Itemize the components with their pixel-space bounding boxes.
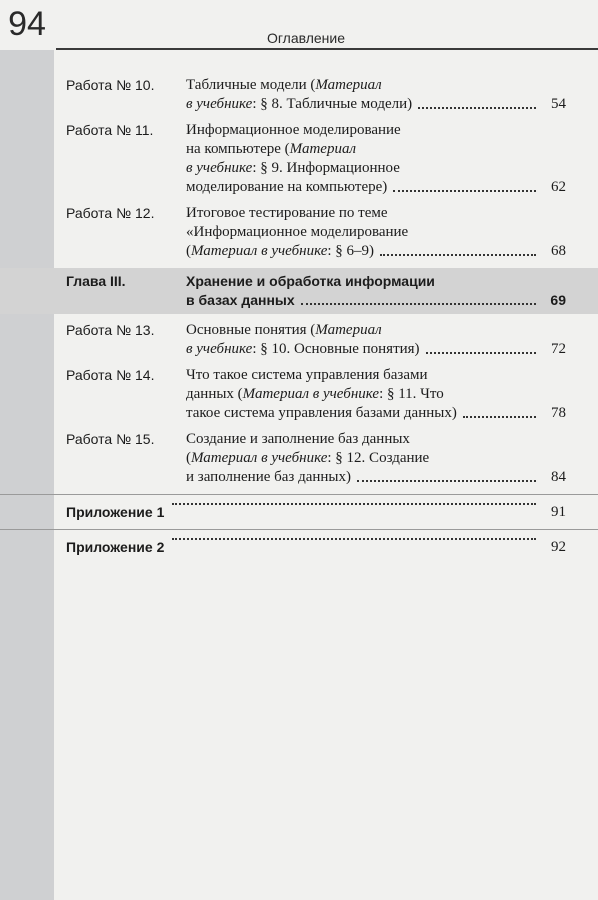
separator: [0, 529, 598, 530]
dot-leader: [393, 178, 536, 192]
appendix-page: 91: [551, 504, 566, 520]
entry-title-line: в учебнике: § 9. Информационное: [186, 160, 400, 176]
toc-entry: [66, 430, 566, 487]
entry-title-line: Хранение и обработка информации: [186, 273, 435, 289]
entry-title-line: моделирование на компьютере): [186, 179, 388, 195]
appendix-label: Приложение 2: [66, 539, 165, 555]
entry-title-line: Информационное моделирование: [186, 122, 401, 138]
dot-leader: [301, 291, 536, 305]
entry-title-line: и заполнение баз данных): [186, 469, 352, 485]
entry-title-line: данных (Материал в учебнике: § 11. Что: [186, 386, 444, 402]
appendix-entry: [66, 538, 566, 557]
dot-leader: [172, 503, 536, 505]
appendix-page: 92: [551, 539, 566, 555]
side-band: [0, 50, 54, 900]
appendix-entry: [66, 503, 566, 522]
dot-leader: [463, 404, 536, 418]
table-of-contents: [66, 76, 566, 564]
toc-entry: [66, 366, 566, 423]
toc-entry: [66, 121, 566, 197]
toc-entry: [66, 76, 566, 114]
entry-page: 84: [551, 469, 566, 485]
dot-leader: [380, 242, 536, 256]
running-header: Оглавление: [266, 30, 346, 46]
entry-label: Глава III.: [66, 273, 126, 289]
dot-leader: [426, 340, 536, 354]
entry-title-line: Основные понятия (Материал: [186, 322, 382, 338]
entry-title-line: (Материал в учебнике: § 6–9): [186, 243, 375, 259]
dot-leader: [418, 95, 536, 109]
entry-label: Работа № 13.: [66, 322, 155, 338]
appendix-label: Приложение 1: [66, 504, 165, 520]
entry-title-line: Итоговое тестирование по теме: [186, 205, 388, 221]
page-number: 94: [8, 5, 46, 43]
entry-page: 69: [550, 292, 566, 308]
entry-title-line: «Информационное моделирование: [186, 224, 409, 240]
entry-page: 78: [551, 405, 566, 421]
entry-page: 54: [551, 96, 566, 112]
entry-label: Работа № 15.: [66, 431, 155, 447]
entry-page: 72: [551, 341, 566, 357]
entry-label: Работа № 14.: [66, 367, 155, 383]
entry-label: Работа № 12.: [66, 205, 155, 221]
entry-title-line: в базах данных: [186, 292, 295, 308]
entry-title-line: Табличные модели (Материал: [186, 77, 382, 93]
entry-title-line: Что такое система управления базами: [186, 367, 428, 383]
entry-title-line: Создание и заполнение баз данных: [186, 431, 410, 447]
toc-entry: [66, 321, 566, 359]
entry-title-line: такое система управления базами данных): [186, 405, 457, 421]
separator: [0, 494, 598, 495]
entry-title-line: в учебнике: § 8. Табличные модели): [186, 96, 413, 112]
entry-title-line: в учебнике: § 10. Основные понятия): [186, 341, 420, 357]
toc-entry: [66, 204, 566, 261]
chapter-entry: [0, 268, 598, 314]
entry-page: 68: [551, 243, 566, 259]
entry-title-line: на компьютере (Материал: [186, 141, 356, 157]
header-rule: [56, 48, 598, 50]
entry-label: Работа № 10.: [66, 77, 155, 93]
entry-label: Работа № 11.: [66, 122, 154, 138]
entry-page: 62: [551, 179, 566, 195]
dot-leader: [172, 538, 536, 540]
dot-leader: [357, 468, 536, 482]
entry-title-line: (Материал в учебнике: § 12. Создание: [186, 450, 430, 466]
